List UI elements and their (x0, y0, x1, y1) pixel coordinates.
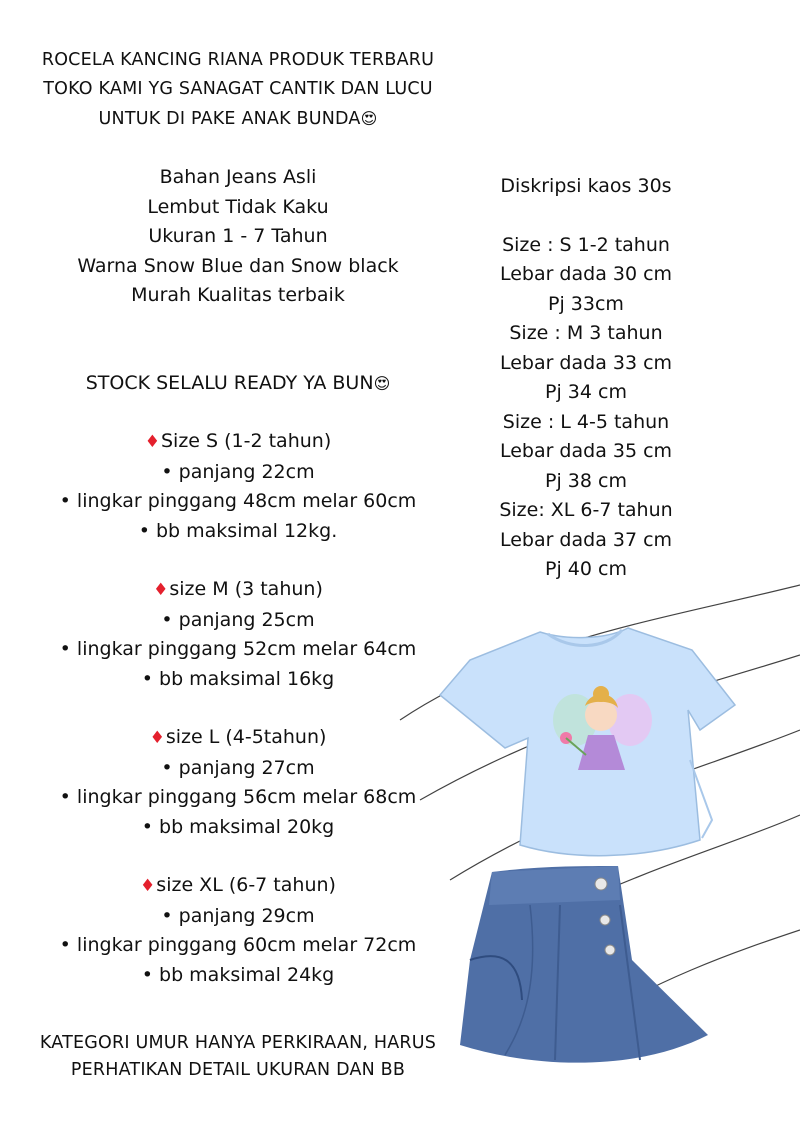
kaos-line: Pj 40 cm (545, 558, 627, 580)
feature-item: Lembut Tidak Kaku (147, 195, 329, 218)
size-detail: • lingkar pinggang 60cm melar 72cm (59, 934, 417, 956)
kaos-line: Lebar dada 35 cm (499, 440, 673, 462)
kaos-line: Size: XL 6-7 tahun (499, 499, 673, 521)
feature-item: Murah Kualitas terbaik (131, 284, 345, 306)
size-title: ♦size L (4-5tahun) (149, 726, 327, 748)
size-detail: • bb maksimal 16kg (141, 667, 335, 690)
red-diamond-icon: ♦ (144, 432, 160, 452)
kaos-line: Size : M 3 tahun (509, 322, 663, 344)
kaos-title: Diskripsi kaos 30s (500, 175, 672, 197)
stock-note: STOCK SELALU READY YA BUN😍 (85, 371, 391, 394)
main-description (0, 46, 476, 990)
age-disclaimer (0, 1030, 476, 1084)
headline-line-1: ROCELA KANCING RIANA PRODUK TERBARU (41, 50, 435, 70)
disclaimer-line: KATEGORI UMUR HANYA PERKIRAAN, HARUS (39, 1033, 437, 1053)
red-diamond-icon: ♦ (140, 876, 156, 896)
size-block-l (0, 723, 476, 842)
kaos-line: Lebar dada 30 cm (499, 263, 673, 285)
size-title: ♦size M (3 tahun) (153, 578, 323, 600)
headline-line-3: UNTUK DI PAKE ANAK BUNDA😍 (98, 109, 378, 129)
kaos-description (460, 172, 712, 585)
size-block-m (0, 575, 476, 694)
feature-item: Warna Snow Blue dan Snow black (77, 254, 399, 277)
heart-eyes-emoji-icon: 😍 (373, 373, 391, 393)
size-detail: • panjang 22cm (161, 460, 315, 483)
tshirt-image (440, 628, 735, 856)
size-detail: • lingkar pinggang 56cm melar 68cm (59, 786, 417, 808)
size-block-xl (0, 871, 476, 990)
headline (0, 46, 476, 134)
size-detail: • panjang 25cm (161, 608, 315, 631)
kaos-line: Size : L 4-5 tahun (502, 410, 670, 433)
kaos-line: Pj 38 cm (545, 469, 627, 492)
size-detail: • bb maksimal 20kg (141, 815, 335, 838)
red-diamond-icon: ♦ (153, 580, 169, 600)
size-detail: • bb maksimal 12kg. (138, 519, 338, 542)
kaos-line: Size : S 1-2 tahun (502, 233, 670, 256)
size-detail: • lingkar pinggang 48cm melar 60cm (59, 490, 417, 512)
feature-list (0, 163, 476, 311)
size-block-s (0, 427, 476, 546)
headline-line-2: TOKO KAMI YG SANAGAT CANTIK DAN LUCU (43, 79, 433, 99)
disclaimer-line: PERHATIKAN DETAIL UKURAN DAN BB (70, 1060, 406, 1080)
size-detail: • panjang 29cm (161, 904, 315, 927)
kaos-line: Lebar dada 37 cm (499, 528, 673, 551)
feature-item: Bahan Jeans Asli (159, 166, 317, 188)
size-title: ♦size XL (6-7 tahun) (140, 874, 336, 896)
size-detail: • lingkar pinggang 52cm melar 64cm (59, 638, 417, 660)
kaos-line: Lebar dada 33 cm (499, 351, 673, 374)
size-detail: • panjang 27cm (161, 756, 315, 779)
kaos-line: Pj 33cm (548, 292, 624, 315)
red-diamond-icon: ♦ (149, 728, 165, 748)
kaos-line: Pj 34 cm (545, 381, 627, 403)
feature-item: Ukuran 1 - 7 Tahun (148, 225, 328, 247)
heart-eyes-emoji-icon: 😍 (360, 109, 378, 128)
size-title: ♦Size S (1-2 tahun) (144, 430, 332, 452)
denim-skort-image (460, 866, 708, 1063)
size-detail: • bb maksimal 24kg (141, 963, 335, 986)
